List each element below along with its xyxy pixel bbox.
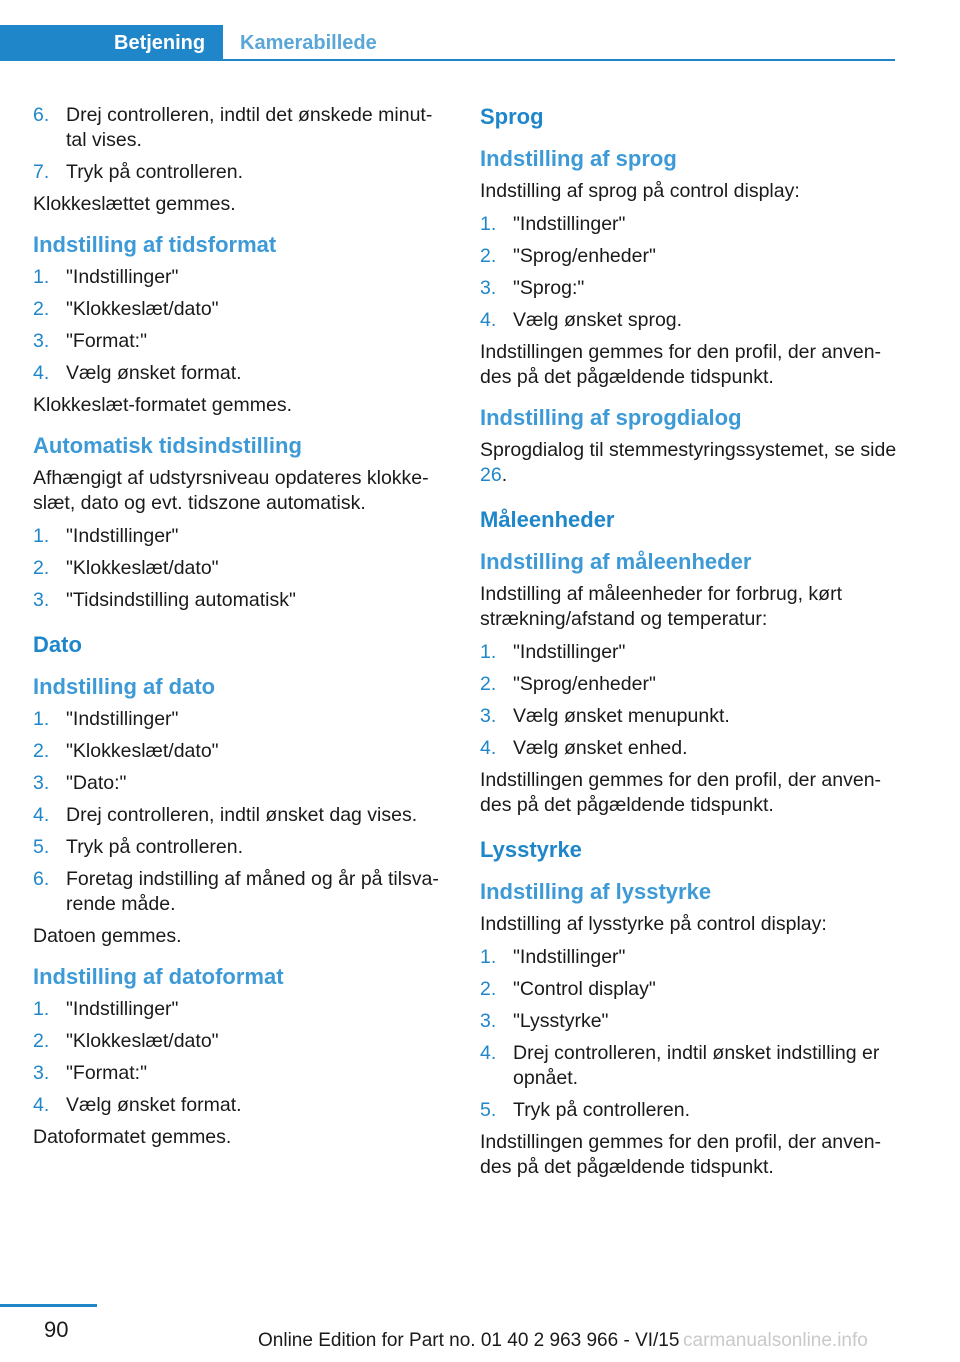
- step-text: "Sprog/enheder": [513, 673, 656, 695]
- paragraph: Klokkeslættet gemmes.: [33, 193, 236, 215]
- step-text: "Format:": [66, 1062, 148, 1084]
- list-item: [33, 997, 451, 1022]
- heading-lysstyrke: Indstilling af lysstyrke: [480, 879, 712, 904]
- paragraph: Datoformatet gemmes.: [33, 1126, 232, 1148]
- list-item: [480, 945, 898, 970]
- step-number: 1.: [480, 946, 497, 968]
- step-number: 1.: [33, 708, 50, 730]
- text: Sprogdialog til stemmestyringssystemet, se side: [480, 439, 897, 461]
- step-number: 1.: [33, 525, 50, 547]
- list-item: [33, 329, 451, 354]
- list-item: [480, 672, 898, 697]
- step-number: 4.: [33, 362, 50, 384]
- step-number: 5.: [480, 1099, 497, 1121]
- steps-automatisk: [33, 524, 451, 613]
- section-header: [0, 25, 895, 61]
- step-text: "Indstillinger": [513, 641, 626, 663]
- step-text: "Indstillinger": [513, 946, 626, 968]
- list-item: [33, 1093, 451, 1118]
- footer-rule: [0, 1304, 97, 1307]
- step-text: "Indstillinger": [66, 708, 179, 730]
- list-item: [33, 707, 451, 732]
- step-number: 2.: [480, 978, 497, 1000]
- right-column: [480, 103, 898, 1188]
- step-text: Tryk på controlleren.: [513, 1099, 691, 1121]
- list-item: [33, 524, 451, 549]
- paragraph: Indstilling af måleenheder for forbrug, kørt strækning/afstand og temperatur:: [480, 583, 843, 630]
- step-number: 3.: [480, 705, 497, 727]
- step-text: "Klokkeslæt/dato": [66, 557, 219, 579]
- list-item: [33, 103, 451, 153]
- step-text: "Control display": [513, 978, 656, 1000]
- heading-lysstyrke-main: Lysstyrke: [480, 837, 582, 862]
- list-item: [480, 276, 898, 301]
- step-number: 3.: [33, 589, 50, 611]
- steps-maaleenheder: [480, 640, 898, 761]
- heading-datoformat: Indstilling af datoformat: [33, 964, 284, 989]
- step-number: 4.: [33, 804, 50, 826]
- list-item: [480, 640, 898, 665]
- step-number: 1.: [480, 641, 497, 663]
- list-item: [480, 212, 898, 237]
- list-item: [480, 1041, 898, 1091]
- step-number: 3.: [480, 1010, 497, 1032]
- steps-minute: [33, 103, 451, 185]
- heading-automatisk: Automatisk tidsindstilling: [33, 433, 302, 458]
- list-item: [33, 1061, 451, 1086]
- step-text: "Tidsindstilling automatisk": [66, 589, 296, 611]
- step-number: 2.: [480, 673, 497, 695]
- paragraph: Indstillingen gemmes for den profil, der anven‐des på det pågældende tidspunkt.: [480, 341, 882, 388]
- list-item: [33, 803, 451, 828]
- step-text: Foretag indstilling af måned og år på tilsva‐rende måde.: [66, 868, 439, 915]
- step-text: "Dato:": [66, 772, 127, 794]
- step-number: 7.: [33, 161, 50, 183]
- step-number: 6.: [33, 104, 50, 126]
- step-text: Tryk på controlleren.: [66, 161, 244, 183]
- section-tab-betjening[interactable]: Betjening: [0, 25, 223, 61]
- step-text: "Sprog:": [513, 277, 585, 299]
- step-text: "Indstillinger": [513, 213, 626, 235]
- steps-datoformat: [33, 997, 451, 1118]
- steps-tidsformat: [33, 265, 451, 386]
- heading-sprogdialog: Indstilling af sprogdialog: [480, 405, 742, 430]
- paragraph: Afhængigt af udstyrsniveau opdateres klokke‐slæt, dato og evt. tidszone automatisk.: [33, 467, 429, 514]
- steps-dato: [33, 707, 451, 917]
- step-text: Tryk på controlleren.: [66, 836, 244, 858]
- step-number: 4.: [33, 1094, 50, 1116]
- step-text: Drej controlleren, indtil ønsket indstilling er opnået.: [513, 1042, 880, 1089]
- step-number: 3.: [33, 330, 50, 352]
- list-item: [33, 771, 451, 796]
- heading-sprog: Indstilling af sprog: [480, 146, 677, 171]
- paragraph: Indstillingen gemmes for den profil, der anven‐des på det pågældende tidspunkt.: [480, 769, 882, 816]
- page-link[interactable]: 26: [480, 464, 502, 486]
- heading-sprog-main: Sprog: [480, 104, 544, 129]
- step-text: "Indstillinger": [66, 525, 179, 547]
- list-item: [33, 265, 451, 290]
- list-item: [33, 835, 451, 860]
- step-text: Vælg ønsket format.: [66, 1094, 242, 1116]
- paragraph: Indstilling af sprog på control display:: [480, 180, 800, 202]
- list-item: [33, 297, 451, 322]
- step-text: "Format:": [66, 330, 148, 352]
- edition-note: Online Edition for Part no. 01 40 2 963 966 - VI/15: [258, 1330, 680, 1351]
- list-item: [33, 160, 451, 185]
- step-text: "Sprog/enheder": [513, 245, 656, 267]
- paragraph: Indstilling af lysstyrke på control display:: [480, 913, 827, 935]
- step-number: 2.: [33, 298, 50, 320]
- step-number: 3.: [33, 1062, 50, 1084]
- step-text: Drej controlleren, indtil ønsket dag vises.: [66, 804, 418, 826]
- left-column: [33, 103, 451, 1158]
- step-text: Vælg ønsket format.: [66, 362, 242, 384]
- list-item: [480, 1098, 898, 1123]
- step-text: Vælg ønsket sprog.: [513, 309, 683, 331]
- step-number: 2.: [480, 245, 497, 267]
- steps-sprog: [480, 212, 898, 333]
- list-item: [480, 704, 898, 729]
- step-text: Vælg ønsket menupunkt.: [513, 705, 730, 727]
- step-text: "Lysstyrke": [513, 1010, 609, 1032]
- steps-lysstyrke: [480, 945, 898, 1123]
- list-item: [480, 977, 898, 1002]
- step-number: 2.: [33, 1030, 50, 1052]
- heading-maaleenheder: Indstilling af måleenheder: [480, 549, 752, 574]
- step-number: 4.: [480, 737, 497, 759]
- heading-dato-main: Dato: [33, 632, 82, 657]
- paragraph: Klokkeslæt-formatet gemmes.: [33, 394, 292, 416]
- text: .: [501, 464, 508, 486]
- list-item: [33, 867, 451, 917]
- paragraph: Datoen gemmes.: [33, 925, 182, 947]
- section-tab-kamerabillede[interactable]: Kamerabillede: [240, 32, 377, 54]
- step-number: 6.: [33, 868, 50, 890]
- list-item: [33, 361, 451, 386]
- list-item: [480, 736, 898, 761]
- heading-dato: Indstilling af dato: [33, 674, 216, 699]
- step-text: "Klokkeslæt/dato": [66, 298, 219, 320]
- step-number: 3.: [480, 277, 497, 299]
- list-item: [480, 308, 898, 333]
- step-text: "Indstillinger": [66, 998, 179, 1020]
- list-item: [480, 244, 898, 269]
- paragraph: Indstillingen gemmes for den profil, der anven‐des på det pågældende tidspunkt.: [480, 1131, 882, 1178]
- step-number: 4.: [480, 1042, 497, 1064]
- list-item: [33, 1029, 451, 1054]
- step-text: Drej controlleren, indtil det ønskede minut‐tal vises.: [66, 104, 433, 151]
- watermark: carmanualsonline.info: [683, 1330, 868, 1351]
- step-number: 4.: [480, 309, 497, 331]
- heading-maaleenheder-main: Måleenheder: [480, 507, 615, 532]
- step-text: "Klokkeslæt/dato": [66, 1030, 219, 1052]
- step-number: 5.: [33, 836, 50, 858]
- step-number: 2.: [33, 740, 50, 762]
- step-number: 1.: [480, 213, 497, 235]
- step-text: "Klokkeslæt/dato": [66, 740, 219, 762]
- list-item: [480, 1009, 898, 1034]
- step-text: "Indstillinger": [66, 266, 179, 288]
- paragraph: [480, 438, 898, 488]
- page-number: 90: [44, 1317, 69, 1342]
- list-item: [33, 588, 451, 613]
- step-number: 1.: [33, 998, 50, 1020]
- list-item: [33, 556, 451, 581]
- step-number: 2.: [33, 557, 50, 579]
- step-text: Vælg ønsket enhed.: [513, 737, 688, 759]
- step-number: 1.: [33, 266, 50, 288]
- heading-tidsformat: Indstilling af tidsformat: [33, 232, 277, 257]
- list-item: [33, 739, 451, 764]
- header-rule: [0, 59, 895, 61]
- step-number: 3.: [33, 772, 50, 794]
